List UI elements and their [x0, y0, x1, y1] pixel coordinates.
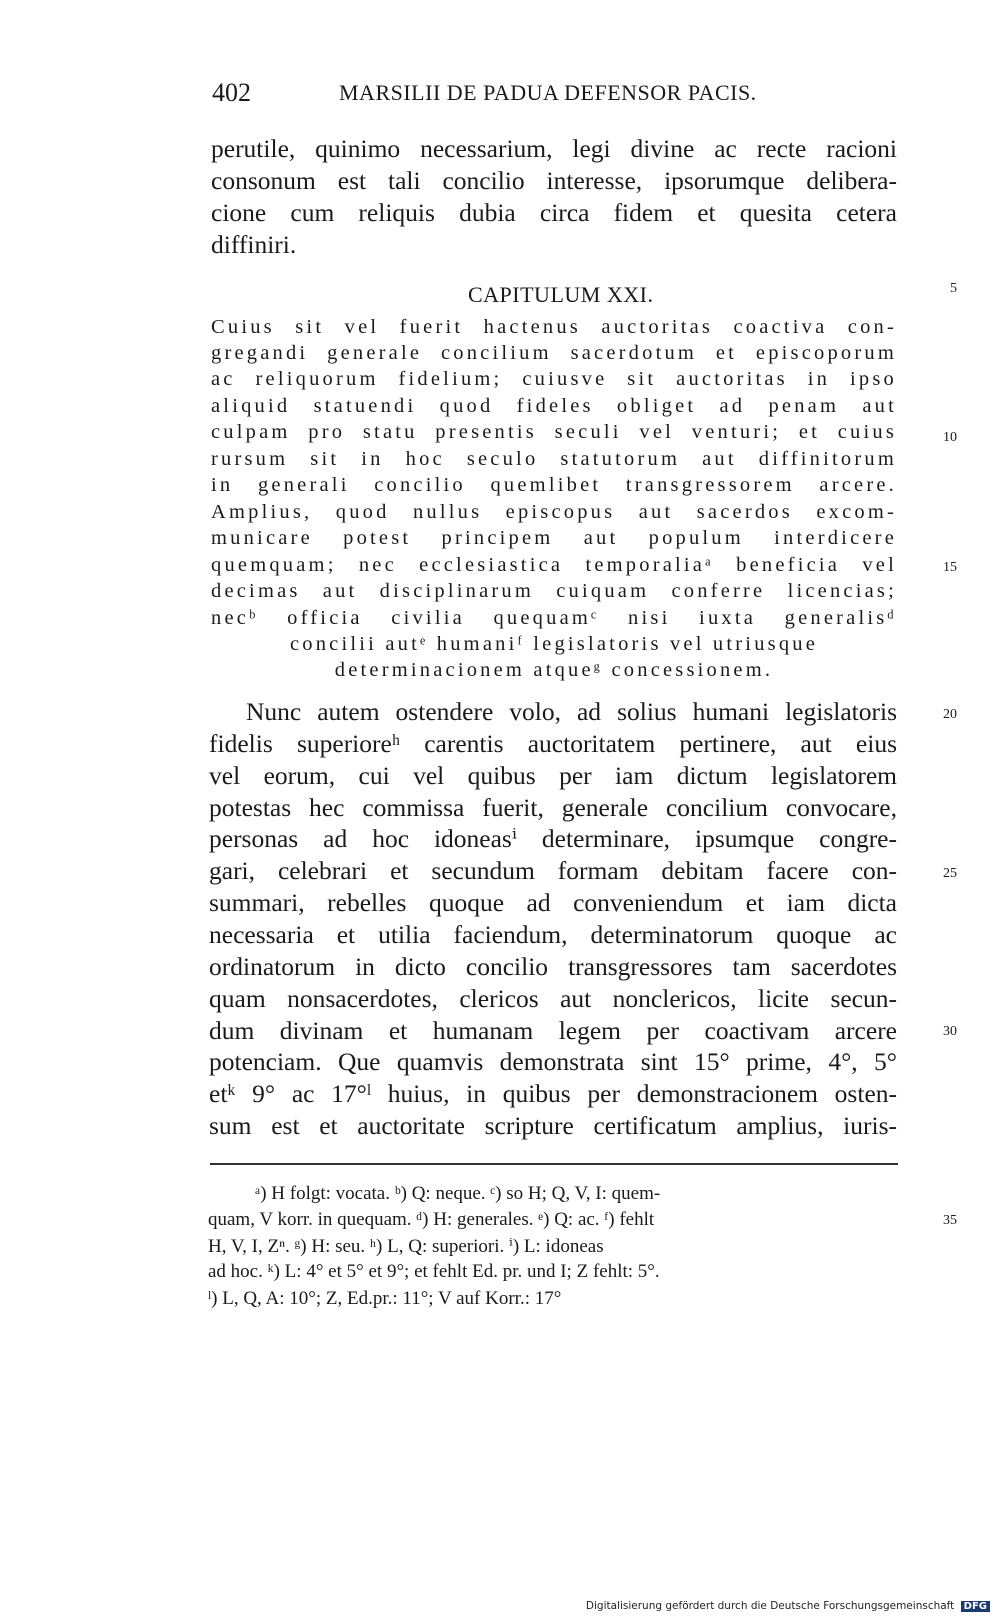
summary-line: Amplius, quod nullus episcopus aut sacerdos excom- — [211, 501, 897, 523]
line-number: 35 — [943, 1213, 957, 1228]
summary-line: Cuius sit vel fuerit hactenus auctoritas coactiva con- — [211, 316, 897, 338]
running-title: MARSILII DE PADUA DEFENSOR PACIS. — [339, 80, 757, 105]
summary-line: quemquam; nec ecclesiastica temporaliaᵃ beneficia vel — [211, 554, 897, 576]
footnote-line: ᵃ) H folgt: vocata. ᵇ) Q: neque. ᶜ) so H; Q, V, I: quem- — [255, 1183, 661, 1204]
text-line: diffiniri. — [211, 230, 297, 259]
body-line: fidelis superioreʰ carentis auctoritatem pertinere, aut eius — [209, 729, 897, 758]
body-line: etᵏ 9° ac 17°ˡ huius, in quibus per demonstracionem osten- — [209, 1079, 897, 1108]
line-number: 5 — [950, 281, 957, 296]
summary-line: ac reliquorum fidelium; cuiusve sit auctoritas in ipso — [211, 368, 897, 390]
line-number: 15 — [943, 560, 957, 575]
body-line: sum est et auctoritate scripture certificatum amplius, iuris- — [209, 1111, 897, 1140]
digitization-credit — [586, 1600, 990, 1612]
body-line: ordinatorum in dicto concilio transgressores tam sacerdotes — [209, 952, 897, 981]
summary-line: concilii autᵉ humaniᶠ legislatoris vel utriusque — [289, 633, 819, 655]
body-line: vel eorum, cui vel quibus per iam dictum legislatorem — [209, 761, 897, 790]
text-line: cione cum reliquis dubia circa fidem et quesita cetera — [211, 198, 897, 227]
summary-line: determinacionem atqueᵍ concessionem. — [334, 659, 774, 681]
footnote-rule — [210, 1163, 898, 1165]
body-line: personas ad hoc idoneasⁱ determinare, ipsumque congre- — [209, 824, 897, 853]
summary-line: decimas aut disciplinarum cuiquam conferre licencias; — [211, 580, 897, 602]
body-line: dum divinam et humanam legem per coactivam arcere — [209, 1016, 897, 1045]
credit-text: Digitalisierung gefördert durch die Deutsche Forschungsgemeinschaft — [585, 1600, 955, 1612]
footnote-line: quam, V korr. in quequam. ᵈ) H: generales. ᵉ) Q: ac. ᶠ) fehlt — [208, 1209, 655, 1230]
summary-line: municare potest principem aut populum interdicere — [211, 527, 897, 549]
body-line: Nunc autem ostendere volo, ad solius humani legislatoris — [246, 697, 897, 726]
summary-line: gregandi generale concilium sacerdotum et episcoporum — [211, 342, 897, 364]
page-header — [212, 78, 892, 114]
body-line: potestas hec commissa fuerit, generale concilium convocare, — [209, 793, 897, 822]
body-line: quam nonsacerdotes, clericos aut nonclericos, licite secun- — [209, 984, 897, 1013]
summary-line: in generali concilio quemlibet transgressorem arcere. — [211, 474, 897, 496]
footnote-line: ˡ) L, Q, A: 10°; Z, Ed.pr.: 11°; V auf Korr.: 17° — [208, 1288, 562, 1309]
line-number: 25 — [943, 866, 957, 881]
body-line: potenciam. Que quamvis demonstrata sint 15° prime, 4°, 5° — [209, 1047, 897, 1076]
summary-line: rursum sit in hoc seculo statutorum aut diffinitorum — [211, 448, 897, 470]
line-number: 10 — [943, 430, 957, 445]
body-line: gari, celebrari et secundum formam debitam facere con- — [209, 856, 897, 885]
page-number: 402 — [212, 78, 251, 107]
footnote-line: H, V, I, Zⁿ. ᵍ) H: seu. ʰ) L, Q: superiori. ⁱ) L: idoneas — [208, 1236, 604, 1257]
text-line: consonum est tali concilio interesse, ipsorumque delibera- — [211, 166, 897, 195]
line-number: 30 — [943, 1024, 957, 1039]
line-number: 20 — [943, 707, 957, 722]
summary-line: necᵇ officia civilia quequamᶜ nisi iuxta generalisᵈ — [211, 607, 897, 629]
footnote-line: ad hoc. ᵏ) L: 4° et 5° et 9°; et fehlt Ed. pr. und I; Z fehlt: 5°. — [208, 1261, 660, 1282]
summary-line: culpam pro statu presentis seculi vel venturi; et cuius — [211, 421, 897, 443]
chapter-title: CAPITULUM XXI. — [468, 282, 654, 307]
summary-line: aliquid statuendi quod fideles obliget ad penam aut — [211, 395, 897, 417]
text-line: perutile, quinimo necessarium, legi divine ac recte racioni — [211, 134, 897, 163]
body-line: necessaria et utilia faciendum, determinatorum quoque ac — [209, 920, 897, 949]
body-line: summari, rebelles quoque ad conveniendum et iam dicta — [209, 888, 897, 917]
dfg-logo: DFG — [961, 1601, 990, 1612]
